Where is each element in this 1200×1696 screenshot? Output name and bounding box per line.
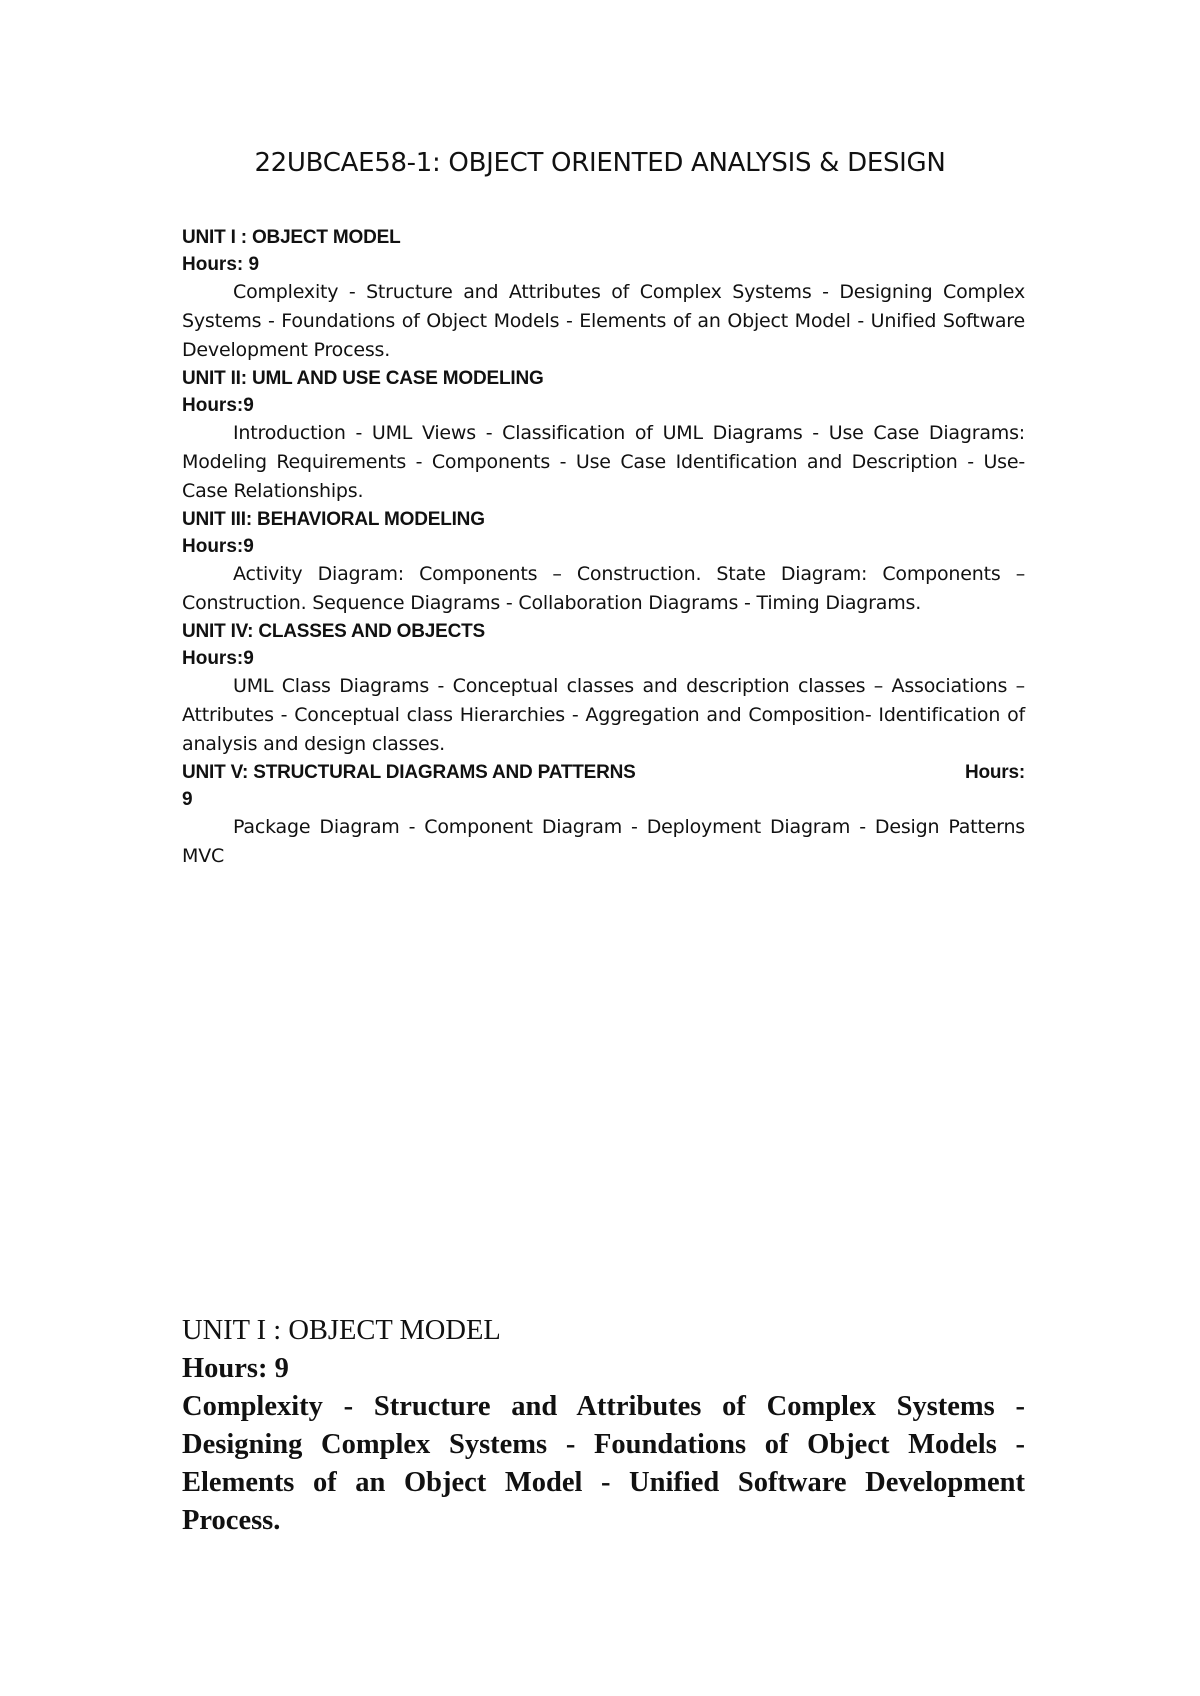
unit-hours-label: Hours: xyxy=(964,762,1025,783)
unit-5 xyxy=(182,759,1043,871)
unit-heading: UNIT I : OBJECT MODEL xyxy=(182,227,401,248)
repeated-unit-hours: Hours: 9 xyxy=(182,1353,289,1384)
unit-content: Package Diagram - Component Diagram - Deployment Diagram - Design Patterns MVC xyxy=(182,816,1043,867)
repeated-unit-content: Complexity - Structure and Attributes of Complex Systems - Designing Complex Systems - Foundations of Object Models - Elements of an Object Model - Unified Software Development Process. xyxy=(182,1391,1025,1536)
unit-heading-row xyxy=(182,759,1025,786)
unit-heading: UNIT III: BEHAVIORAL MODELING xyxy=(182,509,485,530)
unit-heading: UNIT IV: CLASSES AND OBJECTS xyxy=(182,621,486,642)
unit-content: Introduction - UML Views - Classification of UML Diagrams - Use Case Diagrams: Modeling Requirements - Components - Use Case Identification and Description - Use-Case Relationships. xyxy=(182,422,1025,502)
unit-hours: Hours:9 xyxy=(182,395,254,416)
unit-4 xyxy=(182,618,1025,759)
unit-heading: UNIT II: UML AND USE CASE MODELING xyxy=(182,368,544,389)
repeated-unit-heading: UNIT I : OBJECT MODEL xyxy=(182,1315,501,1346)
syllabus-units xyxy=(182,224,1043,871)
unit-content: Complexity - Structure and Attributes of Complex Systems - Designing Complex Systems - Foundations of Object Models - Elements of an Object Model - Unified Software Development Process. xyxy=(182,281,1025,361)
unit-hours: Hours:9 xyxy=(182,536,254,557)
document-title: 22UBCAE58-1: OBJECT ORIENTED ANALYSIS & DESIGN xyxy=(254,148,946,178)
unit-hours: Hours:9 xyxy=(182,648,254,669)
repeated-unit-section xyxy=(182,1312,1025,1540)
unit-3 xyxy=(182,506,1025,618)
unit-hours-value: 9 xyxy=(182,789,193,810)
unit-content: UML Class Diagrams - Conceptual classes and description classes – Associations – Attributes - Conceptual class Hierarchies - Aggregation and Composition- Identification of analysis and design classes. xyxy=(182,675,1025,755)
unit-content: Activity Diagram: Components – Construction. State Diagram: Components – Construction. Sequence Diagrams - Collaboration Diagrams - Timing Diagrams. xyxy=(182,563,1025,614)
unit-2 xyxy=(182,365,1025,506)
unit-hours: Hours: 9 xyxy=(182,254,260,275)
unit-1 xyxy=(182,224,1025,365)
unit-heading: UNIT V: STRUCTURAL DIAGRAMS AND PATTERNS xyxy=(182,762,636,783)
